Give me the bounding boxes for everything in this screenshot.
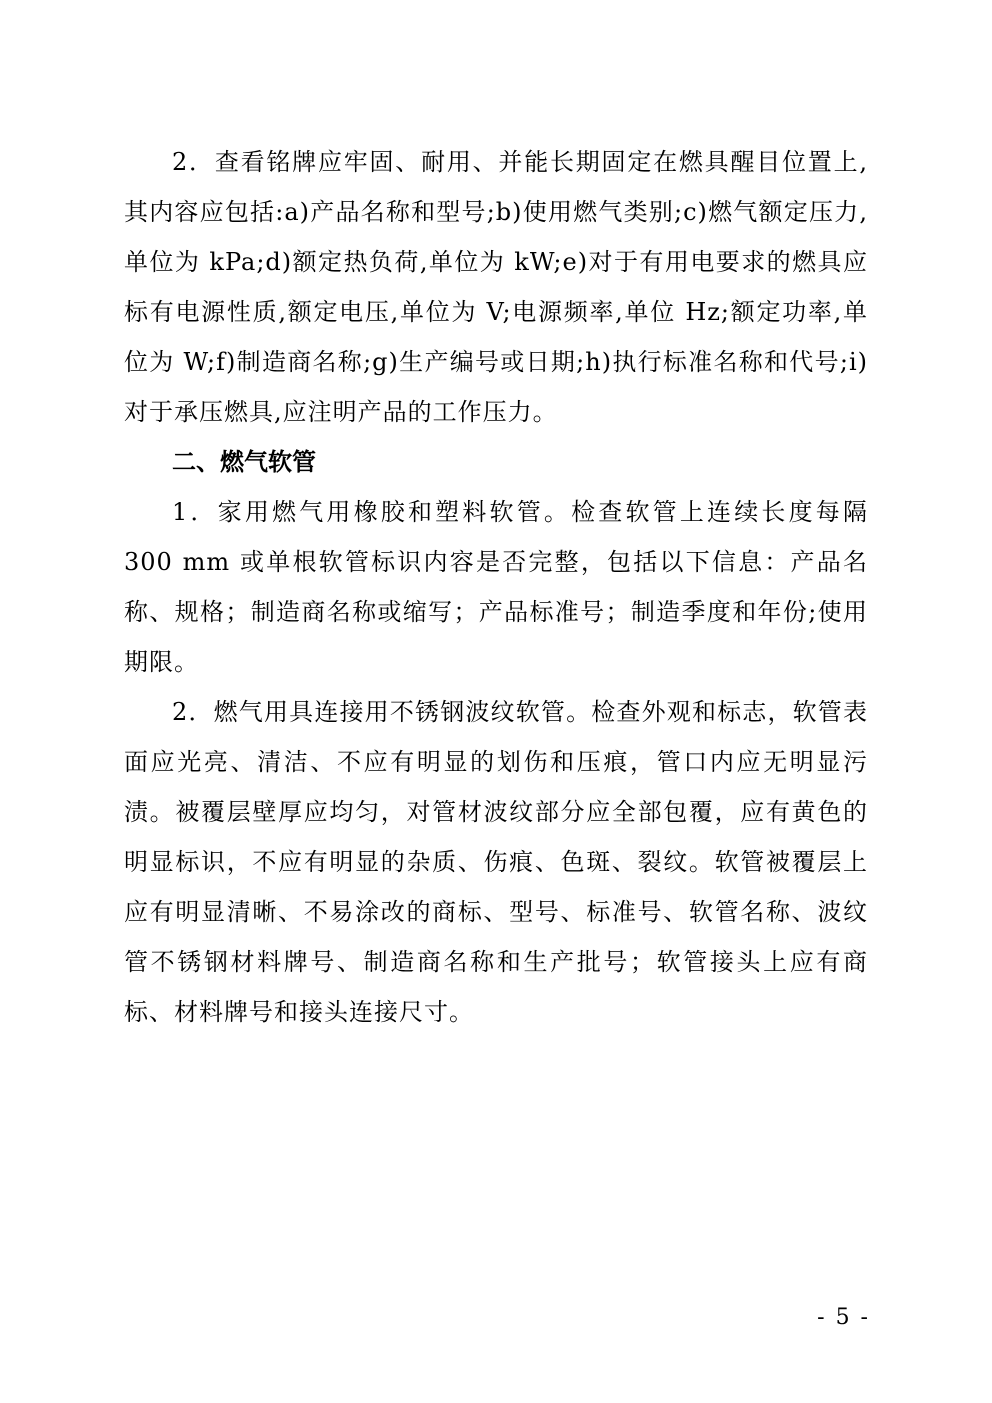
paragraph-rubber-plastic-hose: 1．家用燃气用橡胶和塑料软管。检查软管上连续长度每隔 300 mm 或单根软管标识内容是否完整，包括以下信息：产品名称、规格；制造商名称或缩写；产品标准号；制造季度和年份;使用期限。: [124, 498, 868, 676]
paragraph-stainless-steel-hose: 2．燃气用具连接用不锈钢波纹软管。检查外观和标志，软管表面应光亮、清洁、不应有明显的划伤和压痕，管口内应无明显污渍。被覆层壁厚应均匀，对管材波纹部分应全部包覆，应有黄色的明显标识，不应有明显的杂质、伤痕、色斑、裂纹。软管被覆层上应有明显清晰、不易涂改的商标、型号、标准号、软管名称、波纹管不锈钢材料牌号、制造商名称和生产批号；软管接头上应有商标、材料牌号和接头连接尺寸。: [124, 698, 868, 1026]
section-heading-gas-hose: 二、燃气软管: [172, 448, 316, 476]
document-body: [124, 137, 868, 1037]
paragraph-nameplate-requirements: 2．查看铭牌应牢固、耐用、并能长期固定在燃具醒目位置上,其内容应包括:a)产品名称和型号;b)使用燃气类别;c)燃气额定压力,单位为 kPa;d)额定热负荷,单位为 kW;e)对于有用电要求的燃具应标有电源性质,额定电压,单位为 V;电源频率,单位 Hz;额定功率,单位为 W;f)制造商名称;g)生产编号或日期;h)执行标准名称和代号;i)对于承压燃具,应注明产品的工作压力。: [124, 148, 868, 426]
page-number: - 5 -: [817, 1305, 870, 1330]
